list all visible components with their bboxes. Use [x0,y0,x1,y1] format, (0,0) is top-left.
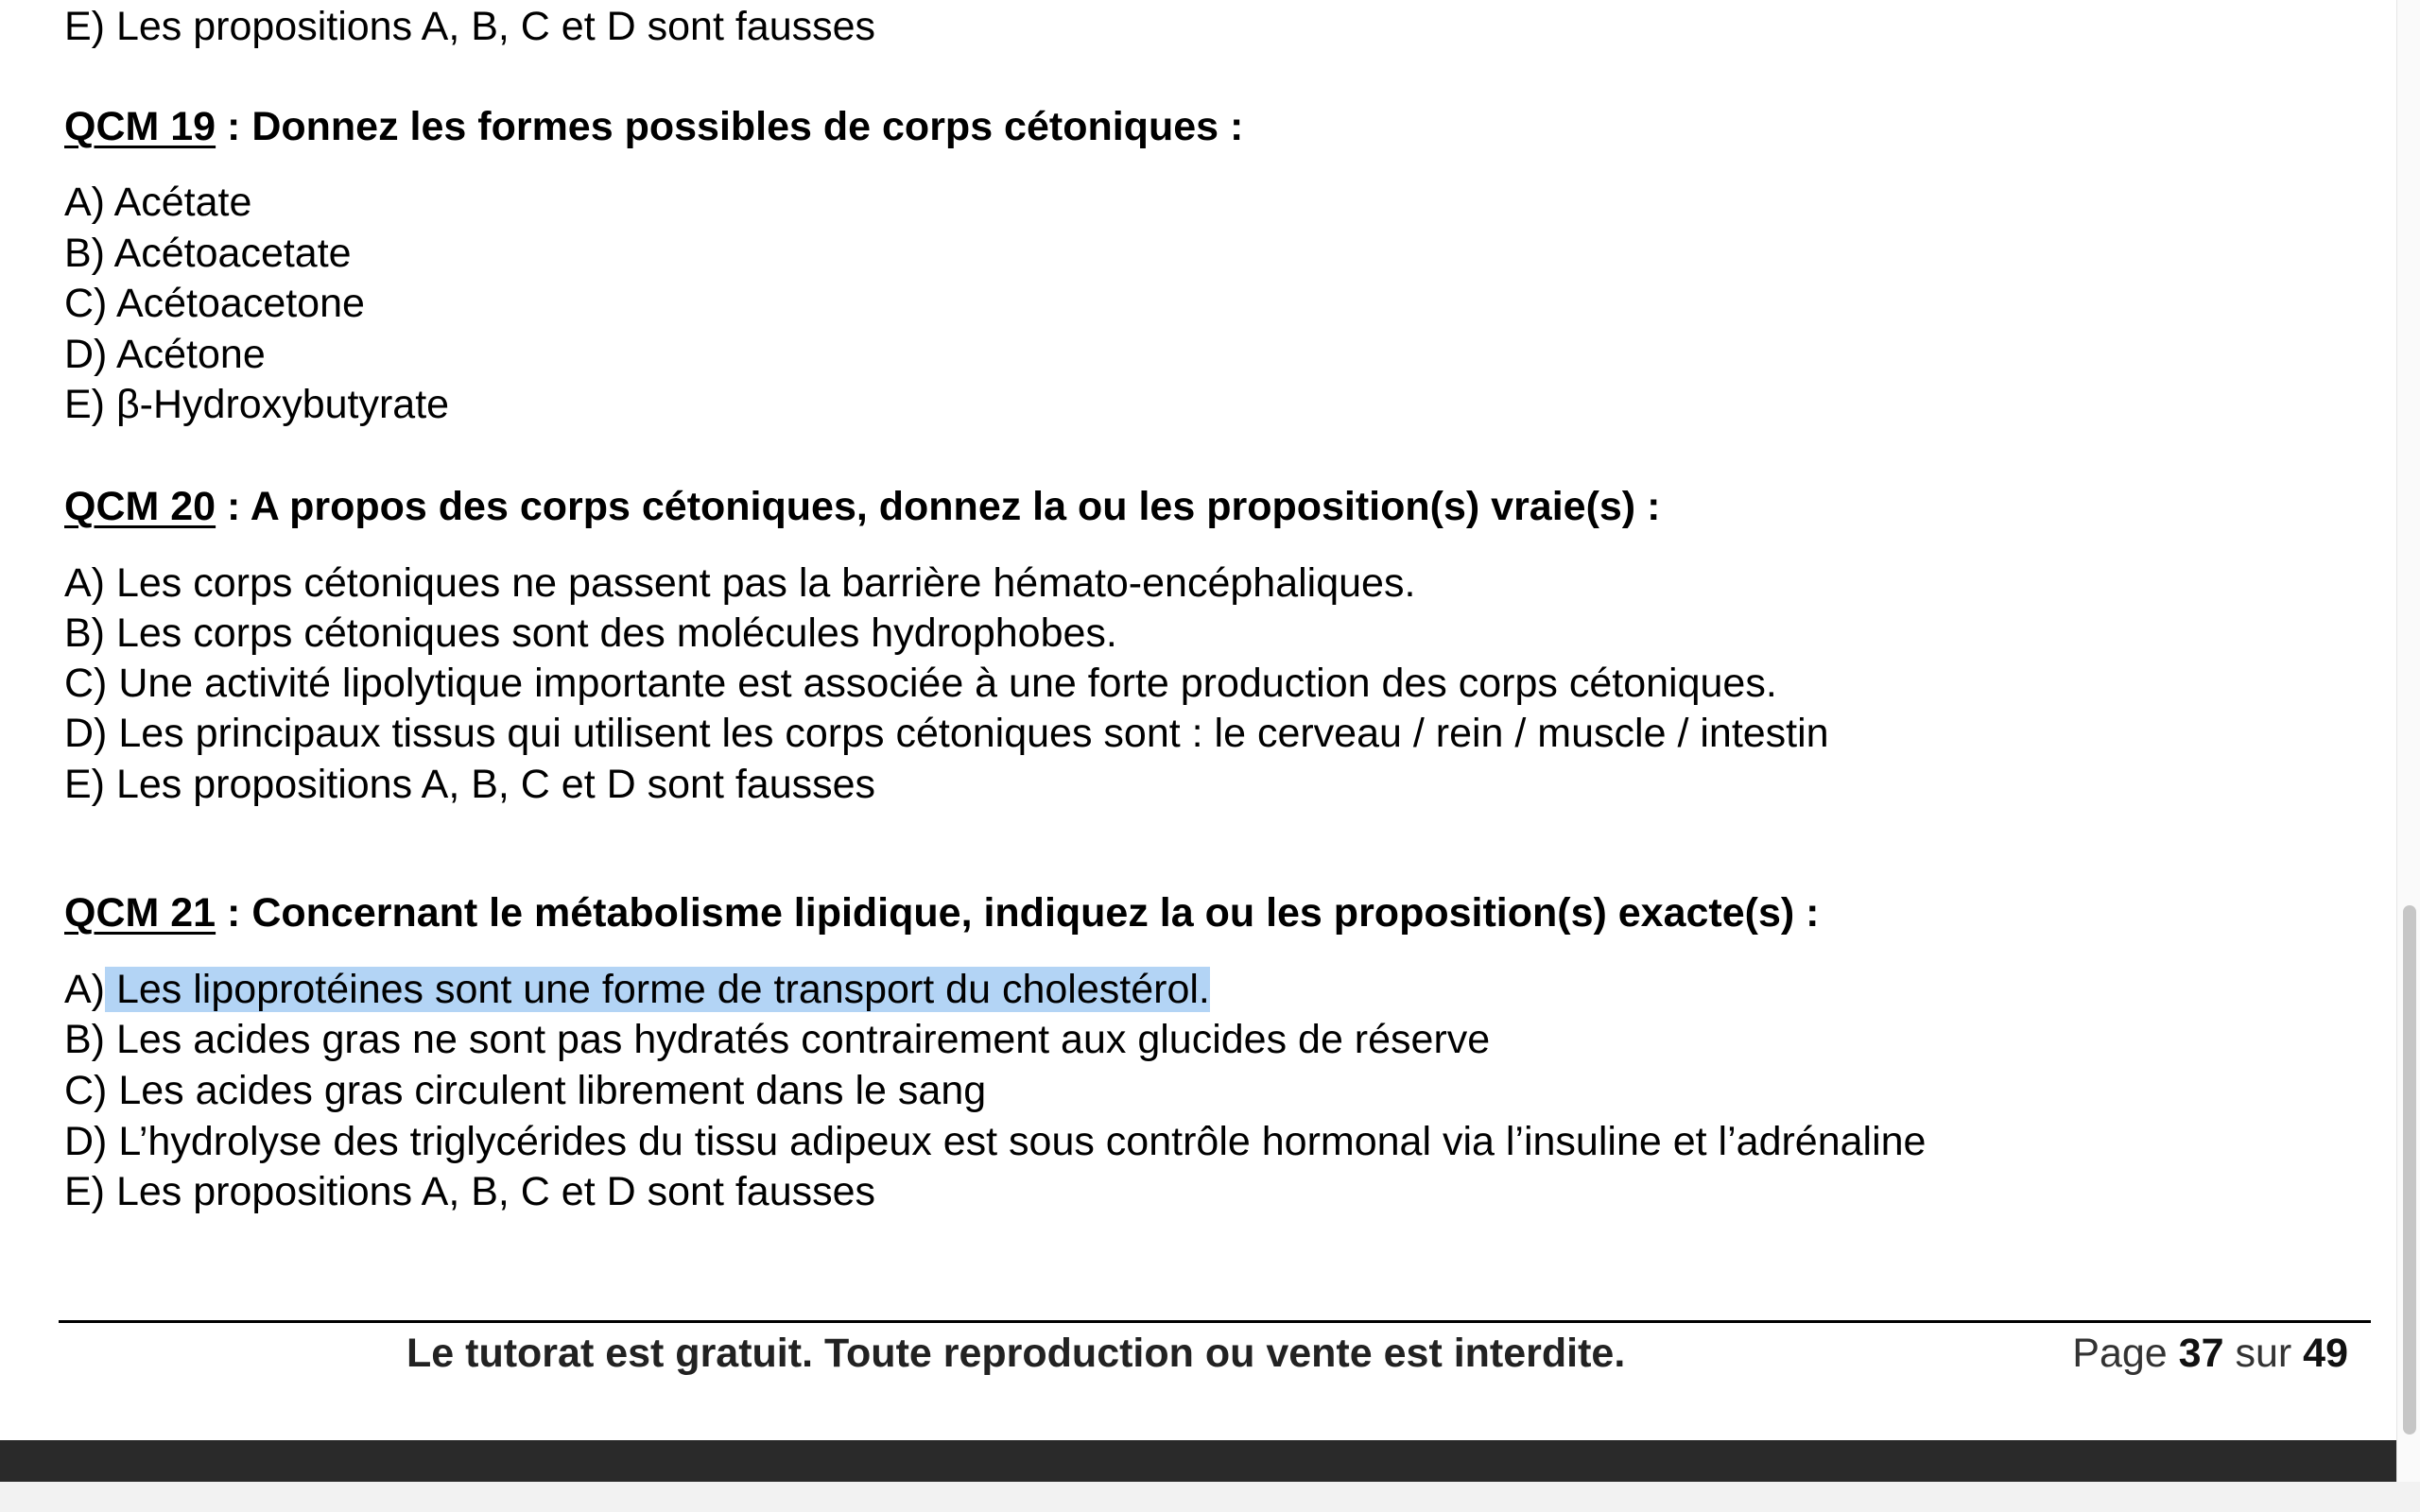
question-20-option-e: E) Les propositions A, B, C et D sont fausses [64,762,876,807]
question-20-option-c: C) Une activité lipolytique importante est associée à une forte production des corps cétoniques. [64,661,1777,706]
question-20-option-b: B) Les corps cétoniques sont des molécules hydrophobes. [64,610,1117,656]
horizontal-scrollbar[interactable] [0,1482,2420,1512]
question-20-option-a: A) Les corps cétoniques ne passent pas la barrière hémato-encéphaliques. [64,560,1416,606]
page-of: sur [2235,1331,2292,1376]
question-21-option-d: D) L’hydrolyse des triglycérides du tissu adipeux est sous contrôle hormonal via l’insuline et l’adrénaline [64,1119,1927,1164]
question-21-option-a-prefix: A) [64,967,105,1012]
question-19-option-d: D) Acétone [64,332,266,377]
question-19-option-b: B) Acétoacetate [64,231,352,276]
question-21-option-a[interactable] [64,965,1210,1015]
prev-answer-e: E) Les propositions A, B, C et D sont fausses [64,4,876,49]
question-21-option-e: E) Les propositions A, B, C et D sont fausses [64,1169,876,1214]
question-19-text: : Donnez les formes possibles de corps cétoniques : [216,104,1244,149]
question-19-title [64,102,1243,152]
footer-notice: Le tutorat est gratuit. Toute reproduction ou vente est interdite. [406,1331,1626,1376]
question-19-option-e: E) β-Hydroxybutyrate [64,382,450,427]
selected-text-highlight[interactable]: Les lipoprotéines sont une forme de transport du cholestérol. [105,967,1210,1012]
question-19-option-a: A) Acétate [64,180,252,225]
question-21-text: : Concernant le métabolisme lipidique, indiquez la ou les proposition(s) exacte(s) : [216,890,1820,936]
question-21-option-b: B) Les acides gras ne sont pas hydratés contrairement aux glucides de réserve [64,1017,1491,1062]
page-label: Page [2072,1331,2168,1376]
page-total: 49 [2303,1331,2348,1376]
question-20-option-d: D) Les principaux tissus qui utilisent les corps cétoniques sont : le cerveau / rein / muscle / intestin [64,711,1829,756]
question-19-number: QCM 19 [64,104,216,149]
question-21-title [64,888,1819,938]
footer-divider [59,1320,2371,1323]
question-20-number: QCM 20 [64,484,216,529]
vertical-scroll-thumb[interactable] [2403,905,2416,1435]
page-current: 37 [2178,1331,2224,1376]
page-gap-band [0,1440,2397,1482]
question-21-option-c: C) Les acides gras circulent librement dans le sang [64,1068,987,1113]
question-20-text: : A propos des corps cétoniques, donnez la ou les proposition(s) vraie(s) : [216,484,1661,529]
vertical-scrollbar[interactable] [2396,0,2420,1482]
question-19-option-c: C) Acétoacetone [64,281,365,326]
question-21-number: QCM 21 [64,890,216,936]
question-20-title [64,482,1660,532]
page-number [2072,1329,2348,1379]
